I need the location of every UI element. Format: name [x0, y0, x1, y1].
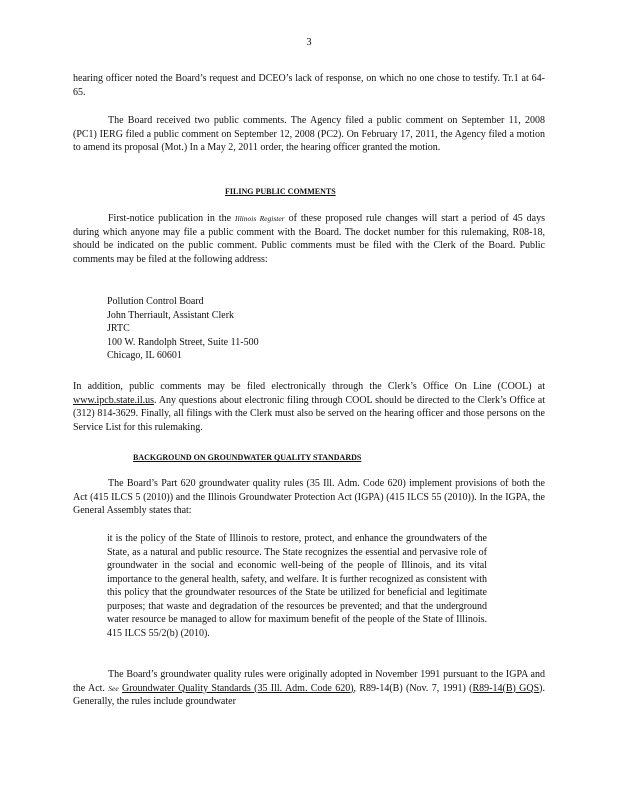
address-line: Pollution Control Board [107, 296, 204, 307]
address-line: JRTC [107, 323, 130, 335]
paragraph-first-notice [73, 212, 545, 266]
first-notice-text-cont: of these proposed rule changes will start a period of 45 days during which anyone may file a public comment with the Board. The docket number for this rulemaking, R08-18, should be indicated on the public comment. Public comments must be filed with the Clerk of the Board. Public comments may be filed at the following address: [73, 213, 546, 265]
gqs-short-citation: R89-14(B) GQS [472, 682, 540, 694]
citation-text: , R89-14(B) (Nov. 7, 1991) ( [353, 682, 473, 694]
paragraph-part-620: The Board’s Part 620 groundwater quality rules (35 Ill. Adm. Code 620) implement provisions of both the Act (415 ILCS 5 (2010)) and the Illinois Groundwater Protection Act (IGPA) (415 ILCS 55 (2010)). In the IGPA, the General Assembly states that: [73, 478, 545, 517]
mailing-address [107, 295, 259, 363]
paragraph-public-comments-received: The Board received two public comments. The Agency filed a public comment on September 11, 2008 (PC1) IERG filed a public comment on September 12, 2008 (PC2). On February 17, 2011, the Agency filed a motion to amend its proposal (Mot.) In a May 2, 2011 order, the hearing officer granted the motion. [73, 115, 545, 154]
paragraph-electronic-filing [73, 380, 545, 434]
rules-adopted-text-cont: ). Generally, the rules include groundwater [73, 682, 546, 708]
electronic-filing-text: In addition, public comments may be filed electronically through the Clerk’s Office On Line (COOL) at [73, 381, 545, 392]
paragraph-rules-adopted [73, 668, 545, 709]
address-line: Chicago, IL 60601 [107, 350, 182, 362]
igpa-block-quote: it is the policy of the State of Illinois to restore, protect, and enhance the groundwaters of the State, as a natural and public resource. The State recognizes the essential and pervasive role of groundwater in the social and economic well-being of the people of Illinois, and its vital importance to the general health, safety, and welfare. It is further recognized as consistent with this policy that the groundwater resources of the State be utilized for beneficial and legitimate purposes; that waste and degradation of the resources be prevented; and that the underground water resource be managed to allow for maximum benefit of the people of the State of Illinois. 415 ILCS 55/2(b) (2010). [107, 533, 487, 639]
see-signal-italic: See [108, 683, 119, 693]
electronic-filing-text-cont: . Any questions about electronic filing through COOL should be directed to the Clerk’s Office at (312) 814-3629. Finally, all filings with the Clerk must also be served on the hearing officer and those persons on the Service List for this rulemaking. [73, 394, 545, 433]
cool-website-link[interactable]: www.ipcb.state.il.us [73, 394, 155, 406]
rules-adopted-text: The Board’s groundwater quality rules were originally adopted in November 1991 pursuant to the IGPA and the Act. [73, 669, 545, 694]
page-number: 3 [306, 37, 312, 48]
first-notice-text: First-notice publication in the [108, 213, 235, 224]
address-line: 100 W. Randolph Street, Suite 11-500 [107, 336, 259, 348]
paragraph-hearing-officer: hearing officer noted the Board’s request and DCEO’s lack of response, on which no one chose to testify. Tr.1 at 64-65. [73, 73, 545, 98]
address-line: John Therriault, Assistant Clerk [107, 309, 235, 321]
heading-background-groundwater: BACKGROUND ON GROUNDWATER QUALITY STANDARDS [133, 453, 362, 462]
groundwater-standards-citation: Groundwater Quality Standards (35 Ill. Adm. Code 620) [122, 682, 354, 694]
illinois-register-italic: Illinois Register [235, 214, 285, 223]
heading-filing-public-comments: FILING PUBLIC COMMENTS [225, 187, 336, 196]
